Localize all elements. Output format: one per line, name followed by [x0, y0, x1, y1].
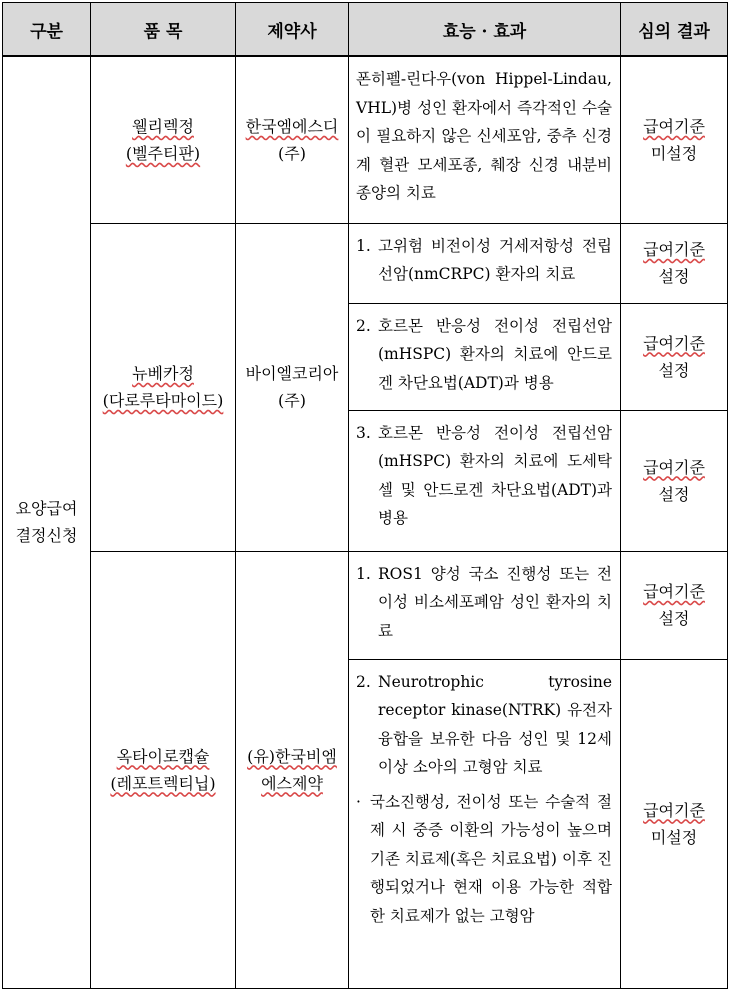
- result-line2: 미설정: [650, 827, 698, 847]
- result-line2: 설정: [658, 609, 690, 628]
- indication-number: 3.: [356, 423, 371, 442]
- sub-bullet: ·: [356, 792, 361, 811]
- sub-item-text: 국소진행성, 전이성 또는 수술적 절제 시 중증 이환의 가능성이 높으며 기존 치료제(혹은 치료요법) 이후 진행되었거나 현재 이용 가능한 적합한 치료제가 없는 고형암: [370, 792, 612, 925]
- indication-text: 호르몬 반응성 전이성 전립선암(mHSPC) 환자의 치료에 안드로겐 차단요법(ADT)과 병용: [378, 316, 612, 392]
- category-label-line1: 요양급여: [15, 499, 78, 519]
- result-cell: [621, 410, 728, 551]
- product-name: 옥타이로캡슐: [116, 746, 210, 766]
- product-ingredient: (벨주티판): [125, 143, 201, 163]
- indication-text: ROS1 양성 국소 진행성 또는 전이성 비소세포폐암 성인 환자의 치료: [378, 564, 612, 640]
- company-cell: [236, 223, 349, 551]
- result-cell: [621, 303, 728, 410]
- product-name: 뉴베카정: [132, 364, 194, 383]
- header-efficacy: 효능 · 효과: [349, 3, 621, 57]
- header-company: 제약사: [236, 3, 349, 57]
- indication-text: Neurotrophic tyrosine receptor kinase(NTRK) 유전자 융합을 보유한 다음 성인 및 12세 이상 소아의 고형암 치료: [378, 672, 612, 776]
- company-suffix: (주): [278, 143, 306, 163]
- company-cell: [236, 551, 349, 988]
- efficacy-cell: [349, 56, 621, 223]
- table-header-row: [3, 3, 728, 57]
- efficacy-cell: [349, 551, 621, 659]
- indication-item: [356, 560, 612, 646]
- indication-item: [356, 312, 612, 398]
- result-line1: 급여기준: [643, 116, 705, 136]
- result-line2: 설정: [658, 360, 690, 380]
- indication-number: 1.: [356, 564, 371, 583]
- result-line1: 급여기준: [643, 240, 705, 259]
- product-name: 웰리렉정: [132, 116, 194, 136]
- efficacy-cell: [349, 303, 621, 410]
- product-cell: [91, 551, 236, 988]
- table-row: [3, 223, 728, 303]
- indication-item: [356, 232, 612, 289]
- indication-item: [356, 668, 612, 782]
- header-item: 품 목: [91, 3, 236, 57]
- efficacy-text: 폰히펠-린다우(von Hippel-Lindau, VHL)병 성인 환자에서 즉각적인 수술이 필요하지 않은 신세포암, 중추 신경계 혈관 모세포종, 췌장 신경 내분비 종양의 치료: [356, 70, 612, 202]
- indication-text: 호르몬 반응성 전이성 전립선암(mHSPC) 환자의 치료에 도세탁셀 및 안드로겐 차단요법(ADT)과 병용: [378, 423, 612, 527]
- product-cell: [91, 56, 236, 223]
- company-suffix: (주): [278, 391, 306, 410]
- indication-number: 2.: [356, 672, 371, 691]
- header-result: 심의 결과: [621, 3, 728, 57]
- product-cell: [91, 223, 236, 551]
- efficacy-cell: [349, 659, 621, 988]
- company-name: (유)한국비엠: [247, 746, 337, 766]
- result-line1: 급여기준: [643, 582, 705, 601]
- efficacy-cell: [349, 410, 621, 551]
- result-line1: 급여기준: [643, 800, 705, 820]
- product-ingredient: (다로루타마이드): [102, 391, 224, 410]
- indication-sub-item: [356, 788, 612, 931]
- result-line1: 급여기준: [643, 457, 705, 477]
- result-line1: 급여기준: [643, 333, 705, 353]
- company-name: 한국엠에스디: [245, 116, 339, 136]
- table-row: [3, 56, 728, 223]
- category-cell: [3, 56, 91, 988]
- indication-item: [356, 419, 612, 533]
- efficacy-cell: [349, 223, 621, 303]
- category-label-line2: 결정신청: [15, 526, 78, 546]
- result-line2: 설정: [658, 484, 690, 504]
- result-line2: 설정: [658, 267, 690, 286]
- review-results-table: [2, 2, 728, 989]
- result-line2: 미설정: [650, 143, 698, 163]
- company-name: 바이엘코리아: [245, 364, 339, 383]
- result-cell: [621, 223, 728, 303]
- result-cell: [621, 551, 728, 659]
- product-ingredient: (레포트렉티닙): [110, 773, 216, 793]
- indication-number: 2.: [356, 316, 371, 335]
- result-cell: [621, 56, 728, 223]
- company-suffix: 에스제약: [261, 773, 323, 793]
- header-category: 구분: [3, 3, 91, 57]
- indication-number: 1.: [356, 236, 371, 255]
- result-cell: [621, 659, 728, 988]
- table-row: [3, 551, 728, 659]
- indication-text: 고위험 비전이성 거세저항성 전립선암(nmCRPC) 환자의 치료: [378, 236, 612, 283]
- company-cell: [236, 56, 349, 223]
